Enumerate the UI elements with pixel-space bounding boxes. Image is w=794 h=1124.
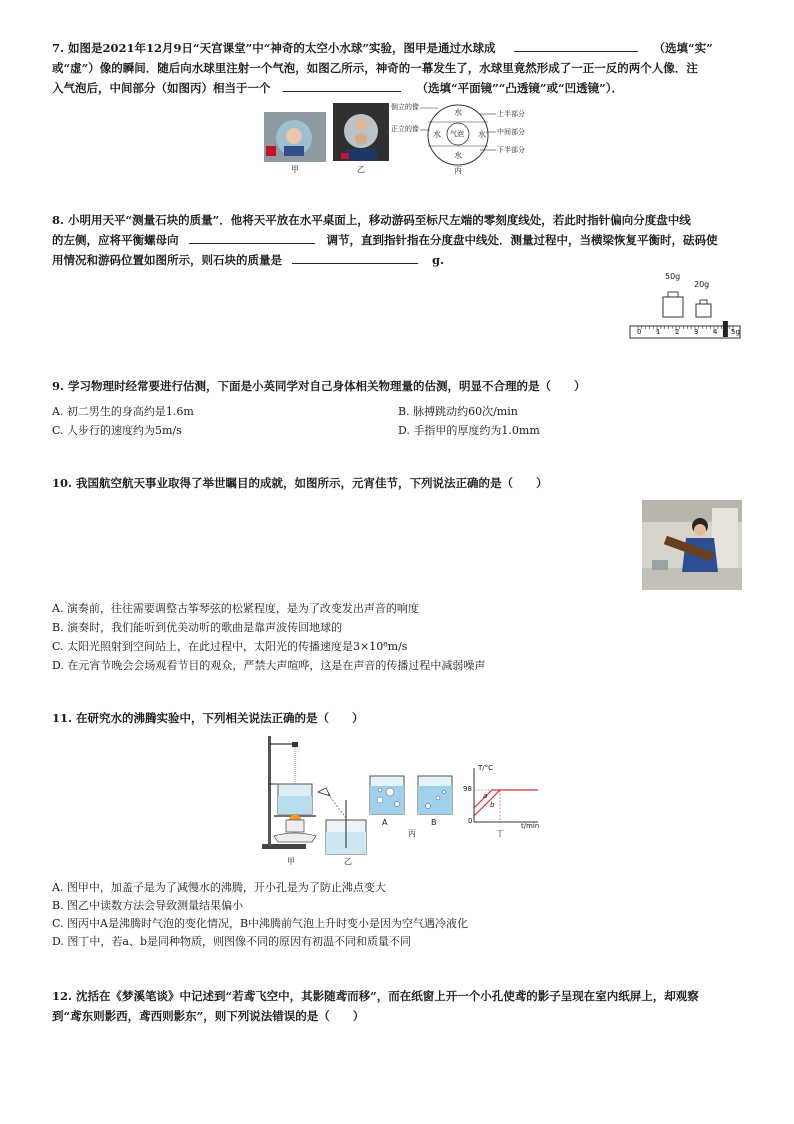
q11-label-bing: 丙 [408,829,416,838]
weight-20g-icon [696,300,711,317]
question-11-option-c[interactable]: C. 图丙中A是沸腾时气泡的变化情况，B中沸腾前气泡上升时变小是因为空气遇冷液化 [52,917,469,930]
question-9-option-d[interactable]: D. 手指甲的厚度约为1.0mm [398,424,540,437]
question-9-option-a[interactable]: A. 初二男生的身高约是1.6m [52,405,194,418]
question-8-line-1: 8. 小明用天平“测量石块的质量”．他将天平放在水平桌面上，移动游码至标尺左端的零刻度线处，若此时指针偏向分度盘中线 [52,213,691,227]
question-7-text-e: （选填“平面镜”“凸透镜”或“凹透镜”）． [416,81,623,95]
q11-label-time-axis: t/min [521,822,540,830]
q11-label-a: A [382,818,388,827]
question-7-blank-1[interactable] [514,38,638,52]
question-11-option-d[interactable]: D. 图丁中，若a、b是同种物质，则图像不同的原因有初温不同和质量不同 [52,935,412,948]
setup-jia [262,736,316,849]
q7-photo-yi [333,103,389,161]
question-7-line-1 [52,38,742,58]
boiling-experiment-figure [252,732,548,866]
question-9-option-c[interactable]: C. 人步行的速度约为5m/s [52,424,182,437]
question-7-line-3 [52,78,742,98]
weight-50g-icon [663,292,683,317]
question-10-option-a[interactable]: A. 演奏前，往往需要调整古筝琴弦的松紧程度，是为了改变发出声音的响度 [52,602,419,615]
q7-label-jia: 甲 [291,165,299,174]
question-10-option-d[interactable]: D. 在元宵节晚会会场观看节目的观众，严禁大声喧哗，这是在声音的传播过程中减弱噪声 [52,659,486,672]
question-7 [52,38,742,98]
question-9-option-b[interactable]: B. 脉搏跳动约60次/min [398,405,518,418]
question-7-text-b: （选填“实” [653,41,713,55]
q7-label-inverted: 倒立的像 [391,103,419,111]
question-11-option-b[interactable]: B. 图乙中读数方法会导致测量结果偏小 [52,899,244,912]
question-12 [52,986,742,1026]
scale-tick-label-1: 1 [656,328,661,336]
weights-and-scale-figure [626,280,746,344]
question-7-blank-2[interactable] [283,78,401,92]
question-9-title: 9. 学习物理时经常要进行估测，下面是小英同学对自己身体相关物理量的估测，明显不合理的是（ ） [52,379,586,393]
q7-label-lower: 下半部分 [497,146,525,154]
scale-tick-label-3: 3 [694,328,699,336]
weight-50g-label: 50g [665,272,681,281]
question-7-text-a: 7. 如图是2021年12月9日“天宫课堂”中“神奇的太空小水球”实验，图甲是通过水球成 [52,41,496,55]
question-8 [52,210,742,270]
q7-label-upper: 上半部分 [497,110,525,118]
q11-label-jia: 甲 [287,857,295,866]
q10-astronaut-guzheng-photo [642,500,742,590]
q7-label-water-right: 水 [478,130,486,139]
q11-label-line-b: b [490,801,495,809]
question-12-line-1: 12. 沈括在《梦溪笔谈》中记述到“若鸢飞空中，其影随鸢而移”，而在纸窗上开一个小孔使鸢的影子呈现在室内纸屏上，却观察 [52,989,699,1003]
question-7-line-2: 或“虚”）像的瞬间．随后向水球里注射一个气泡，如图乙所示，神奇的一幕发生了，水球里竟然形成了一正一反的两个人像．注 [52,61,698,75]
question-8-line-3 [52,250,742,270]
question-8-blank-2[interactable] [292,250,418,264]
question-12-line-2: 到“鸢东则影西，鸢西则影东”，则下列说法错误的是（ ） [52,1009,365,1023]
q7-photo-jia [264,112,326,162]
q11-label-t-axis: T/°C [478,764,494,772]
question-10-option-b[interactable]: B. 演奏时，我们能听到优美动听的歌曲是靠声波传回地球的 [52,621,343,634]
question-8-blank-1[interactable] [189,230,315,244]
question-8-line-2 [52,230,742,250]
q7-label-yi: 乙 [357,165,365,174]
astronaut-playing-instrument-image [642,500,742,590]
scale-tick-label-2: 2 [675,328,680,336]
q7-label-water-bottom: 水 [454,151,462,160]
water-ball-two-images-photo [333,103,389,161]
q7-label-bing: 丙 [454,166,462,175]
question-10-title: 10. 我国航空航天事业取得了举世瞩目的成就，如图所示，元宵佳节，下列说法正确的是（ ） [52,476,548,490]
q7-label-bubble: 气泡 [450,130,464,138]
scale-ticks [638,326,733,332]
q11-label-yi: 乙 [344,857,352,866]
question-7-text-d: 入气泡后，中间部分（如图丙）相当于一个 [52,81,271,95]
q11-label-98: 98 [463,785,472,793]
q7-label-middle: 中间部分 [497,128,525,136]
question-8-text-2b: 调节，直到指针指在分度盘中线处．测量过程中，当横梁恢复平衡时，砝码使 [326,233,718,247]
astronaut-water-ball-image [264,112,326,162]
question-8-text-2a: 的左侧，应将平衡螺母向 [52,233,179,247]
question-8-text-3a: 用情况和游码位置如图所示，则石块的质量是 [52,253,282,267]
q7-label-water-left: 水 [433,130,441,139]
question-10-option-c[interactable]: C. 太阳光照射到空间站上，在此过程中，太阳光的传播速度是3×10⁸m/s [52,640,408,653]
q7-label-upright: 正立的像 [391,125,419,133]
question-8-text-3b: g. [432,253,445,267]
scale-tick-label-0: 0 [637,328,642,336]
q11-label-zero: 0 [468,817,473,825]
question-11-title: 11. 在研究水的沸腾实验中，下列相关说法正确的是（ ） [52,711,364,725]
scale-rider [723,321,728,337]
scale-tick-label-5: 5g [731,328,740,336]
q11-label-b: B [431,818,437,827]
setup-yi [318,788,366,854]
question-11-option-a[interactable]: A. 图甲中，加盖子是为了减慢水的沸腾，开小孔是为了防止沸点变大 [52,881,386,894]
q11-label-ding: 丁 [496,829,504,838]
scale-tick-label-4: 4 [713,328,718,336]
setup-bing [370,776,452,814]
q11-label-line-a: a [483,792,488,800]
weight-20g-label: 20g [694,280,710,289]
q7-label-water-top: 水 [454,108,462,117]
